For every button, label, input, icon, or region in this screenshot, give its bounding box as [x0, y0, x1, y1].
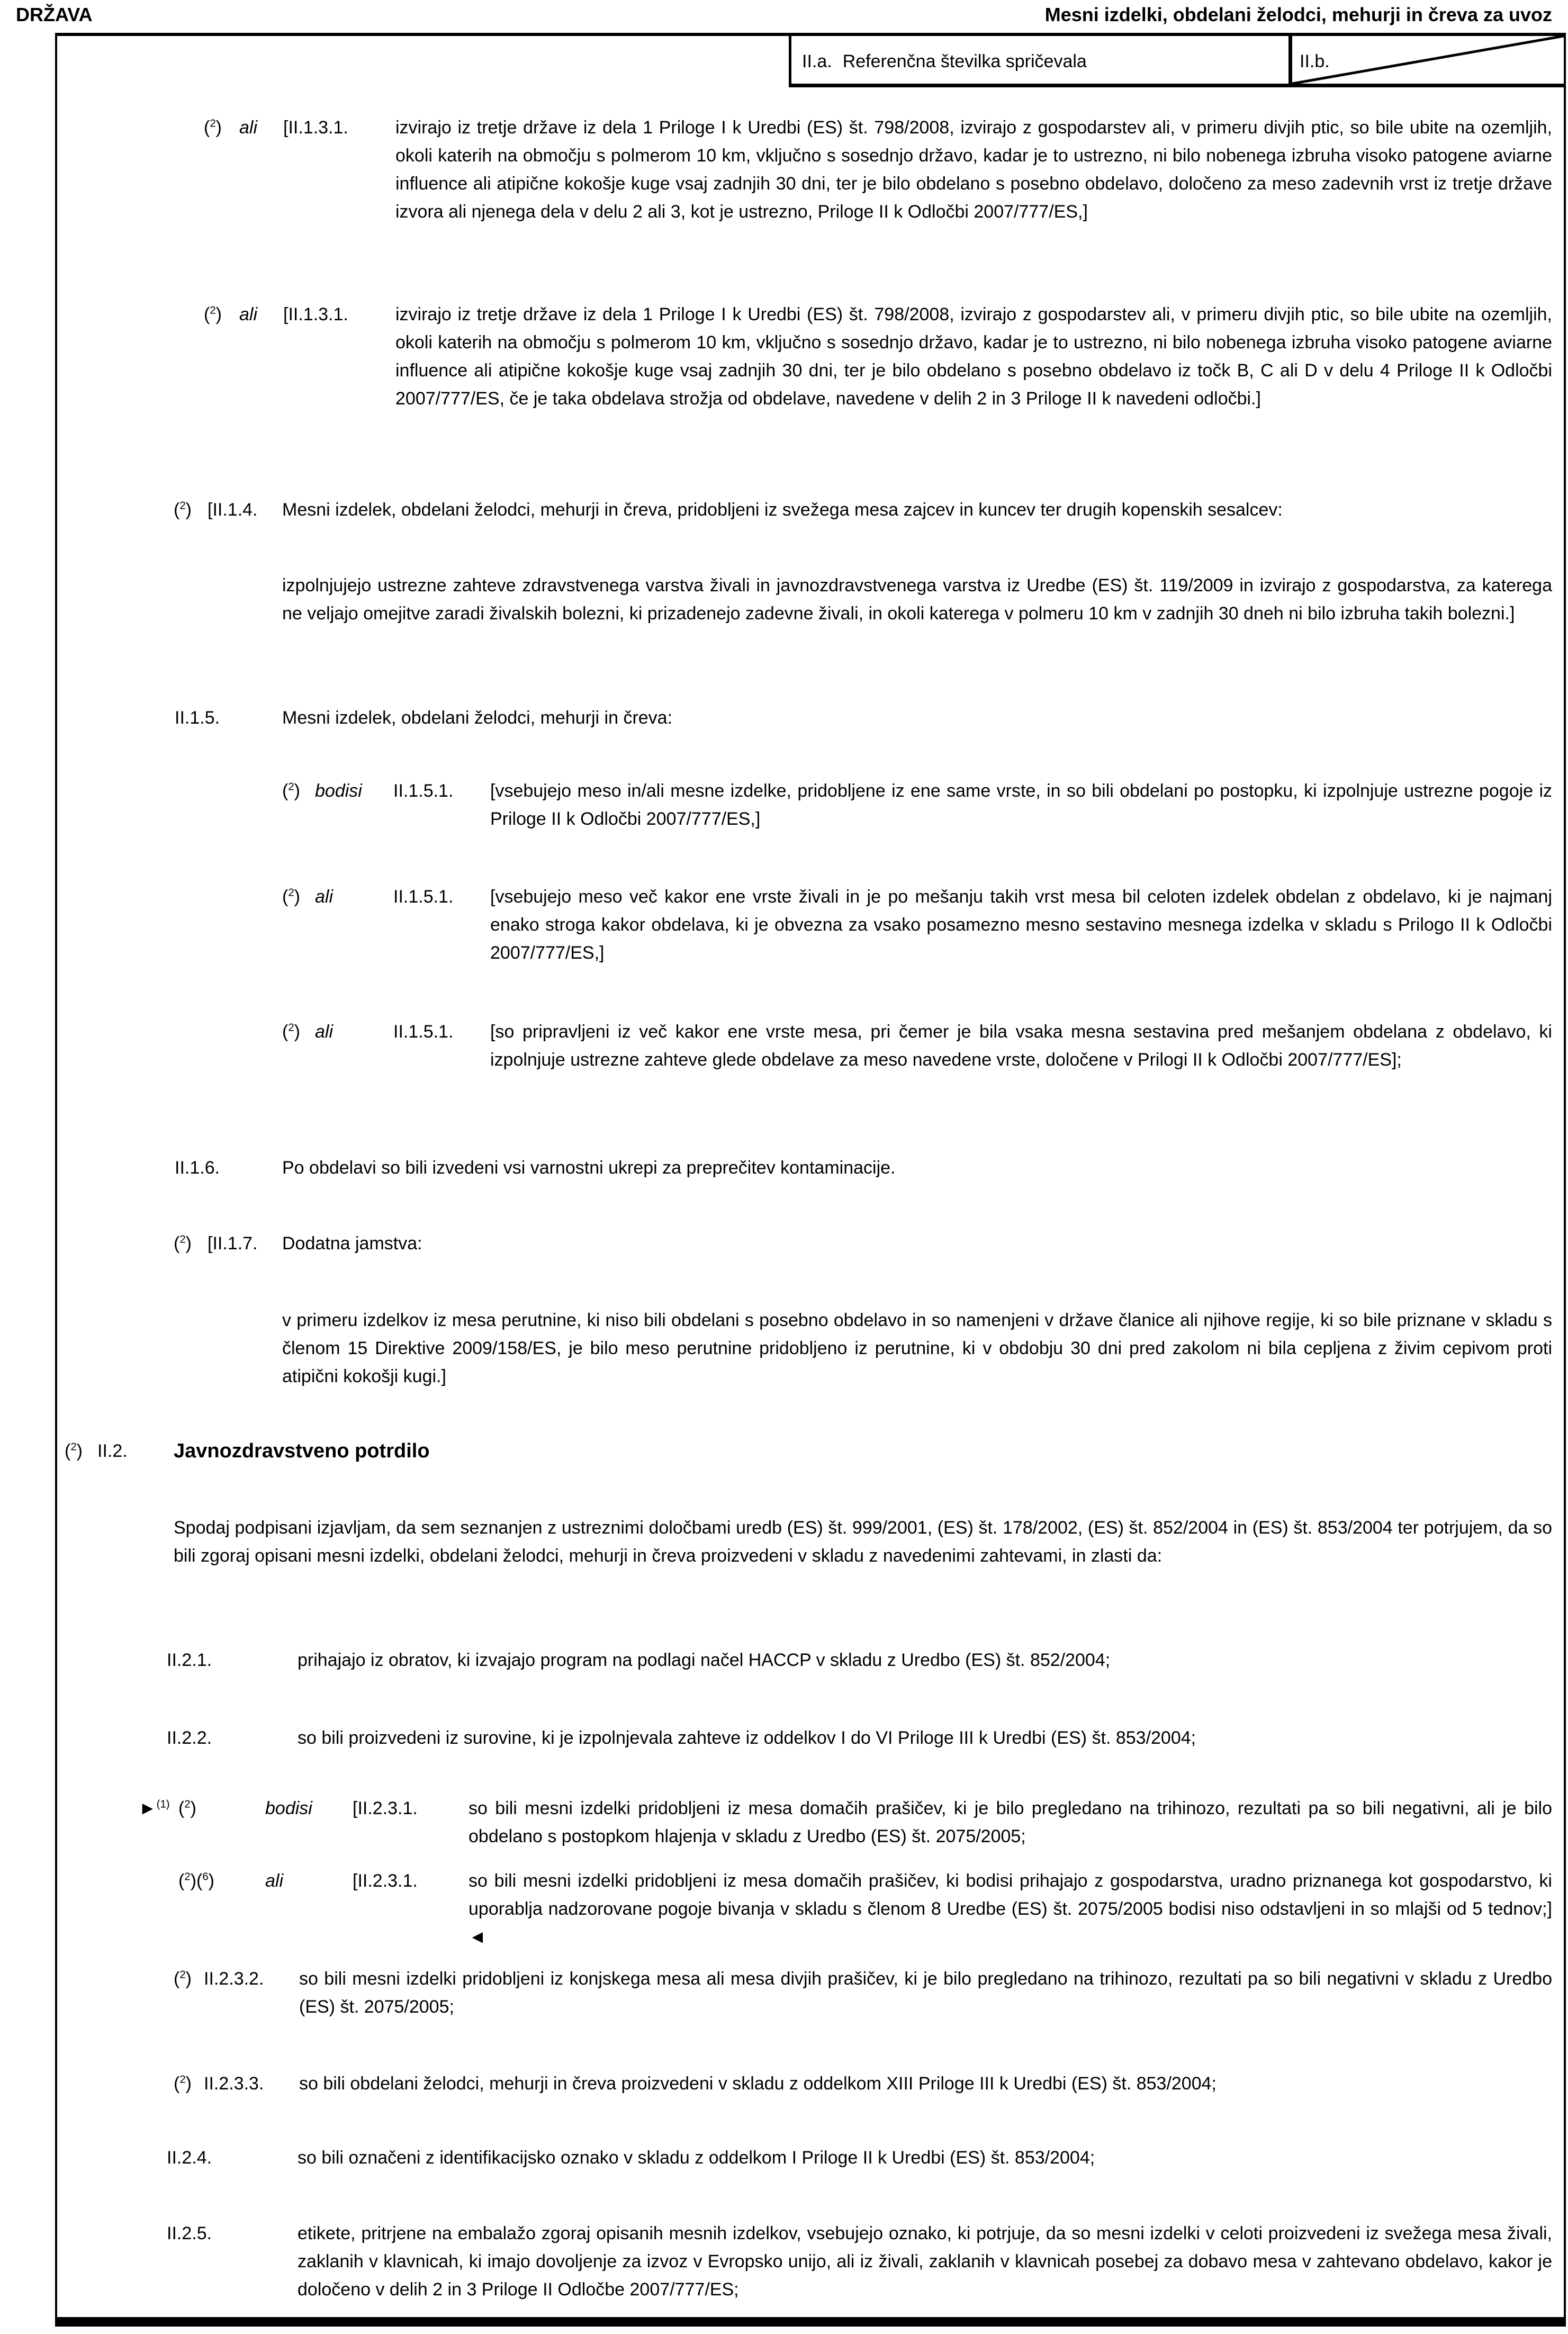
clause-number: II.2.2.: [167, 1728, 212, 1748]
iia-text: Referenčna številka spričevala: [842, 51, 1087, 71]
clause-text: so bili proizvedeni iz surovine, ki je izpolnjevala zahteve iz oddelkov I do VI Priloge III k Uredbi (ES) št. 853/2004;: [298, 1728, 1196, 1748]
clause-ii-1-7: [174, 1230, 1552, 1258]
section-number: II.2.: [97, 1441, 128, 1461]
section-title: Javnozdravstveno potrdilo: [174, 1440, 430, 1462]
page-header: [16, 3, 1552, 26]
clause-ii-1-6: [175, 1154, 1552, 1182]
footnote-marker: ($^2$): [204, 118, 222, 138]
conjunction-bodisi: bodisi: [265, 1798, 312, 1818]
conjunction-ali: ali: [315, 1022, 334, 1042]
clause-number: II.2.4.: [167, 2148, 212, 2168]
clause-ii-1-7-body: v primeru izdelkov iz mesa perutnine, ki niso bili obdelani s posebno obdelavo in so namenjeni v države članice ali njihove regije, ki so bile priznane v skladu s členom 15 Direktive 2009/158/ES, je bilo meso perutnine pridobljeno iz perutnine, ki v obdobju 30 dni pred zakolom ni bila cepljena z živim cepivom proti atipični kokošji kugi.]: [282, 1310, 1552, 1386]
footnote-marker: ($^2$): [282, 887, 300, 907]
clause-text: izvirajo iz tretje države iz dela 1 Priloge I k Uredbi (ES) št. 798/2008, izvirajo z gospodarstev ali, v primeru divjih ptic, so bile ubite na ozemljih, okoli katerih na območju s polmerom 10 km, vključno s sosednjo državo, kadar je to ustrezno, ni bilo nobenega izbruha visoko patogene aviarne influence ali atipične kokošje kuge vsaj zadnjih 30 dni, ter je bilo obdelano s posebno obdelavo iz točk B, C ali D v delu 4 Priloge II k Odločbi 2007/777/ES, če je taka obdelava strožja od obdelave, navedene v delih 2 in 3 Priloge II k navedeni odločbi.]: [395, 304, 1552, 409]
clause-text: izvirajo iz tretje države iz dela 1 Priloge I k Uredbi (ES) št. 798/2008, izvirajo z gospodarstev ali, v primeru divjih ptic, so bile ubite na ozemljih, okoli katerih na območju s polmerom 10 km, vključno s sosednjo državo, kadar je to ustrezno, ni bilo nobenega izbruha visoko patogene aviarne influence ali atipične kokošje kuge vsaj zadnjih 30 dni, ter je bilo obdelano s posebno obdelavo, določeno za meso zadevnih vrst iz tretje države izvora ali njenega dela v delu 2 ali 3, kot je ustrezno, Priloge II k Odločbi 2007/777/ES,]: [395, 118, 1552, 222]
clause-ii-1-3-1-b: [204, 301, 1552, 413]
iib-cell: [1288, 36, 1564, 87]
footnote-marker: ($^2$): [174, 2074, 192, 2094]
reference-row: [789, 36, 1564, 87]
clause-number: II.1.5.1.: [393, 781, 454, 801]
clause-text: so bili mesni izdelki pridobljeni iz konjskega mesa ali mesa divjih prašičev, ki je bilo pregledano na trihinozo, rezultati pa so bili negativni v skladu z Uredbo (ES) št. 2075/2005;: [299, 1969, 1552, 2017]
clause-text: so bili označeni z identifikacijsko oznako v skladu z oddelkom I Priloge II k Uredbi (ES) št. 853/2004;: [298, 2148, 1095, 2168]
section-ii-2-intro: Spodaj podpisani izjavljam, da sem seznanjen z ustreznimi določbami uredb (ES) št. 999/2001, (ES) št. 178/2002, (ES) št. 852/2004 in (ES) št. 853/2004 ter potrjujem, da so bili zgoraj opisani mesni izdelki, obdelani želodci, mehurji in čreva proizvedeni v skladu z navedenimi zahtevami, in zlasti da:: [174, 1518, 1552, 1566]
clause-number: II.2.1.: [167, 1650, 212, 1670]
clause-ii-1-5-1-b: [282, 883, 1552, 967]
conjunction-ali: ali: [239, 118, 258, 138]
clause-number: II.2.3.3.: [204, 2074, 264, 2094]
footnote-marker: ($^2$)($^6$): [178, 1871, 214, 1891]
clause-number: [II.2.3.1.: [353, 1798, 418, 1818]
footnote-marker: ($^2$): [178, 1798, 196, 1818]
conjunction-ali: ali: [265, 1871, 284, 1891]
clause-number: [II.1.3.1.: [283, 118, 348, 138]
footnote-marker: ($^2$): [204, 304, 222, 325]
clause-text: Dodatna jamstva:: [282, 1233, 422, 1254]
clause-text: Po obdelavi so bili izvedeni vsi varnostni ukrepi za preprečitev kontaminacije.: [282, 1158, 896, 1178]
clause-ii-2-3-3: [174, 2070, 1552, 2098]
footnote-marker: ($^2$): [174, 1969, 192, 1989]
clause-number: II.1.5.1.: [393, 1022, 454, 1042]
conjunction-ali: ali: [315, 887, 334, 907]
clause-number: [II.2.3.1.: [353, 1871, 418, 1891]
conjunction-ali: ali: [239, 304, 258, 325]
clause-number: II.1.5.1.: [393, 887, 454, 907]
country-label: DRŽAVA: [16, 4, 93, 25]
clause-text: so bili mesni izdelki pridobljeni iz mesa domačih prašičev, ki je bilo pregledano na trihinozo, rezultati pa so bili negativni, ali je bilo obdelano s postopkom hlajenja v skladu z Uredbo (ES) št. 2075/2005;: [468, 1798, 1552, 1846]
iia-label: II.a.: [802, 51, 832, 71]
section-ii-2-heading: [65, 1437, 430, 1465]
clause-text: so bili obdelani želodci, mehurji in čreva proizvedeni v skladu z oddelkom XIII Priloge III k Uredbi (ES) št. 853/2004;: [299, 2074, 1216, 2094]
clause-ii-1-5-1-a: [282, 777, 1552, 833]
clause-ii-2-3-1-b: [178, 1867, 1552, 1951]
clause-number: II.1.5.: [175, 708, 220, 728]
clause-ii-1-4-body: izpolnjujejo ustrezne zahteve zdravstvenega varstva živali in javnozdravstvenega varstva iz Uredbe (ES) št. 119/2009 in izvirajo z gospodarstva, za katerega ne veljajo omejitve zaradi živalskih bolezni, ki prizadenejo zadevne živali, in okoli katerega v polmeru 10 km v zadnjih 30 dneh ni bilo izbruha takih bolezni.]: [282, 575, 1552, 624]
footnote-marker: ($^2$): [174, 500, 192, 520]
clause-number: II.2.3.2.: [204, 1969, 264, 1989]
footnote-marker: ($^2$): [282, 781, 300, 801]
amendment-start-icon: ►$^{(1)}$: [139, 1798, 170, 1818]
clause-ii-2-2: [167, 1724, 1552, 1752]
clause-ii-2-5: [167, 2220, 1552, 2304]
clause-ii-1-5: [175, 704, 1552, 732]
iib-label: II.b.: [1300, 51, 1330, 71]
clause-text: so bili mesni izdelki pridobljeni iz mesa domačih prašičev, ki bodisi prihajajo z gospodarstva, uradno priznanega kot gospodarstvo, ki uporablja nadzorovane pogoje bivanja v skladu s členom 8 Uredbe (ES) št. 2075/2005 bodisi niso odstavljeni in so mlajši od 5 tednov;] ◄: [468, 1871, 1552, 1947]
footnote-marker: ($^2$): [282, 1022, 300, 1042]
clause-number: II.2.5.: [167, 2223, 212, 2243]
clause-number: II.1.6.: [175, 1158, 220, 1178]
clause-text: etikete, pritrjene na embalažo zgoraj opisanih mesnih izdelkov, vsebujejo oznako, ki potrjuje, da so mesni izdelki v celoti proizvedeni iz svežega mesa živali, zaklanih v klavnicah, ki imajo dovoljenje za izvoz v Evropsko unijo, ali iz živali, zaklanih v klavnicah posebej za dobavo mesa v zahtevano obdelavo, kakor je določeno v delih 2 in 3 Priloge II Odločbe 2007/777/ES;: [298, 2223, 1552, 2300]
clause-text: Mesni izdelek, obdelani želodci, mehurji in čreva, pridobljeni iz svežega mesa zajcev in kuncev ter drugih kopenskih sesalcev:: [282, 500, 1283, 520]
footnote-marker: ($^2$): [65, 1441, 83, 1461]
clause-ii-2-3-1-a: [139, 1795, 1552, 1851]
clause-text: Mesni izdelek, obdelani želodci, mehurji in čreva:: [282, 708, 673, 728]
clause-ii-1-5-1-c: [282, 1018, 1552, 1074]
footnote-marker: ($^2$): [174, 1233, 192, 1254]
clause-text: prihajajo iz obratov, ki izvajajo program na podlagi načel HACCP v skladu z Uredbo (ES) št. 852/2004;: [298, 1650, 1111, 1670]
clause-number: [II.1.4.: [208, 500, 258, 520]
certificate-box: [55, 33, 1566, 2327]
clause-ii-1-3-1-a: [204, 114, 1552, 226]
clause-number: [II.1.7.: [208, 1233, 258, 1254]
clause-text: [vsebujejo meso več kakor ene vrste živali in je po mešanju takih vrst mesa bil celoten izdelek obdelan z obdelavo, ki je najmanj enako stroga kakor obdelava, ki je obvezna za vsako posamezno mesno sestavino mesnega izdelka v skladu s Prilogo II k Odločbi 2007/777/ES,]: [490, 887, 1552, 963]
clause-ii-2-3-2: [174, 1965, 1552, 2021]
clause-ii-2-4: [167, 2144, 1552, 2172]
clause-ii-2-1: [167, 1646, 1552, 1674]
clause-number: [II.1.3.1.: [283, 304, 348, 325]
clause-text: [vsebujejo meso in/ali mesne izdelke, pridobljene iz ene same vrste, in so bili obdelani po postopku, ki izpolnjuje ustrezne pogoje iz Priloge II k Odločbi 2007/777/ES,]: [490, 781, 1552, 829]
conjunction-bodisi: bodisi: [315, 781, 362, 801]
document-title: Mesni izdelki, obdelani želodci, mehurji in čreva za uvoz: [1044, 4, 1552, 25]
clause-ii-1-4: [174, 496, 1552, 524]
certificate-reference-cell: [789, 36, 1288, 87]
clause-text: [so pripravljeni iz več kakor ene vrste mesa, pri čemer je bila vsaka mesna sestavina pred mešanjem obdelana z obdelavo, ki izpolnjuje ustrezne zahteve glede obdelave za meso navedene vrste, določene v Prilogi II k Odločbi 2007/777/ES];: [490, 1022, 1552, 1070]
diagonal-strike-icon: [1292, 36, 1564, 84]
